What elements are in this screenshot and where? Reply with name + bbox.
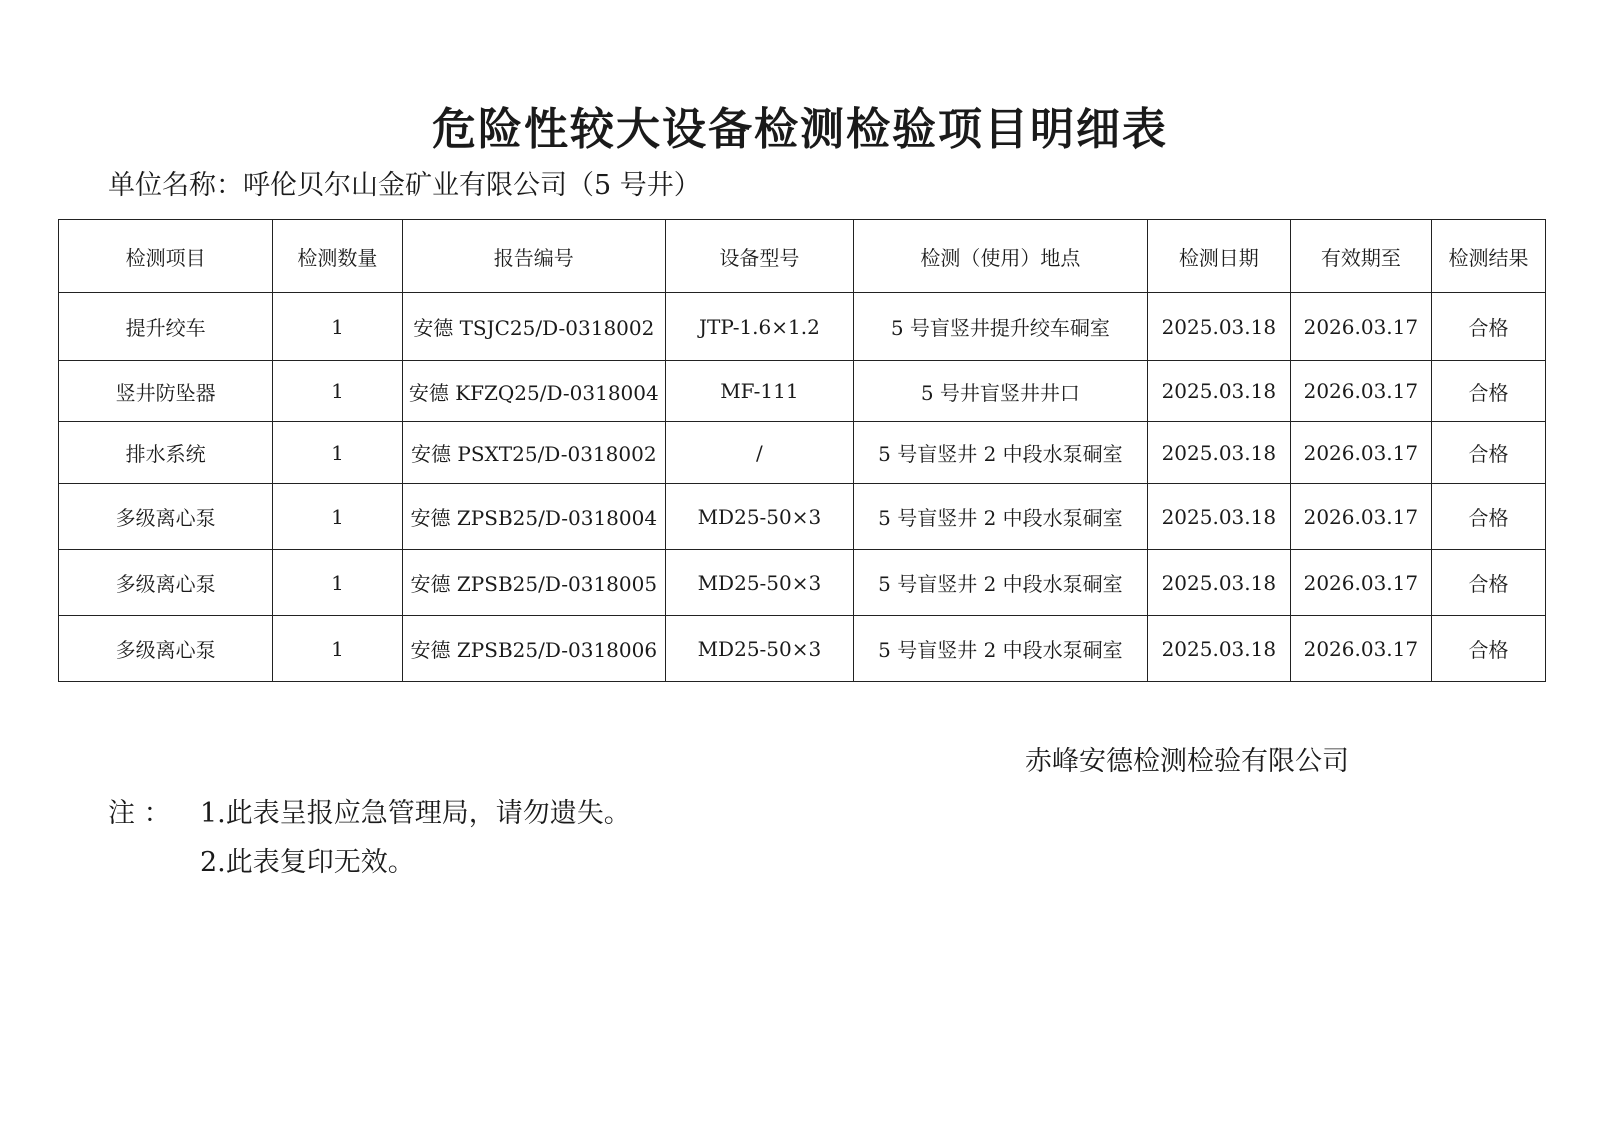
document-title: 危险性较大设备检测检验项目明细表 [432, 104, 1168, 155]
cell-model: MF-111 [666, 361, 854, 422]
table-row [59, 361, 1546, 422]
cell-valid-until: 2026.03.17 [1290, 550, 1432, 616]
cell-quantity: 1 [273, 616, 402, 682]
cell-quantity: 1 [273, 293, 402, 361]
issuer-company: 赤峰安德检测检验有限公司 [1025, 746, 1349, 777]
cell-test-date: 2025.03.18 [1148, 361, 1291, 422]
header-test-date: 检测日期 [1148, 220, 1291, 293]
inspection-table [58, 219, 1546, 682]
cell-valid-until: 2026.03.17 [1290, 293, 1432, 361]
cell-location: 5 号盲竖井 2 中段水泵硐室 [853, 484, 1147, 550]
cell-valid-until: 2026.03.17 [1290, 422, 1432, 484]
table-row [59, 616, 1546, 682]
cell-result: 合格 [1432, 422, 1546, 484]
cell-item: 多级离心泵 [59, 550, 273, 616]
cell-valid-until: 2026.03.17 [1290, 361, 1432, 422]
unit-name: 单位名称：呼伦贝尔山金矿业有限公司（5 号井） [108, 170, 701, 201]
cell-model: MD25-50×3 [666, 616, 854, 682]
cell-quantity: 1 [273, 484, 402, 550]
cell-model: MD25-50×3 [666, 550, 854, 616]
table-row [59, 550, 1546, 616]
header-quantity: 检测数量 [273, 220, 402, 293]
cell-report-no: 安德 ZPSB25/D-0318004 [402, 484, 666, 550]
cell-item: 提升绞车 [59, 293, 273, 361]
note-item: 1.此表呈报应急管理局，请勿遗失。 [200, 798, 631, 829]
cell-quantity: 1 [273, 422, 402, 484]
cell-location: 5 号盲竖井 2 中段水泵硐室 [853, 550, 1147, 616]
cell-item: 竖井防坠器 [59, 361, 273, 422]
cell-location: 5 号盲竖井 2 中段水泵硐室 [853, 616, 1147, 682]
cell-item: 多级离心泵 [59, 616, 273, 682]
header-model: 设备型号 [666, 220, 854, 293]
cell-location: 5 号盲竖井 2 中段水泵硐室 [853, 422, 1147, 484]
cell-test-date: 2025.03.18 [1148, 422, 1291, 484]
cell-test-date: 2025.03.18 [1148, 616, 1291, 682]
table-header-row [59, 220, 1546, 293]
cell-model: / [666, 422, 854, 484]
cell-report-no: 安德 ZPSB25/D-0318005 [402, 550, 666, 616]
header-result: 检测结果 [1432, 220, 1546, 293]
cell-model: JTP-1.6×1.2 [666, 293, 854, 361]
note-item: 2.此表复印无效。 [200, 847, 415, 878]
header-location: 检测（使用）地点 [853, 220, 1147, 293]
cell-item: 排水系统 [59, 422, 273, 484]
cell-valid-until: 2026.03.17 [1290, 484, 1432, 550]
cell-test-date: 2025.03.18 [1148, 484, 1291, 550]
cell-valid-until: 2026.03.17 [1290, 616, 1432, 682]
cell-result: 合格 [1432, 484, 1546, 550]
header-valid-until: 有效期至 [1290, 220, 1432, 293]
cell-location: 5 号井盲竖井井口 [853, 361, 1147, 422]
notes-label: 注 ： [108, 798, 171, 829]
cell-report-no: 安德 PSXT25/D-0318002 [402, 422, 666, 484]
cell-result: 合格 [1432, 616, 1546, 682]
cell-quantity: 1 [273, 361, 402, 422]
cell-report-no: 安德 ZPSB25/D-0318006 [402, 616, 666, 682]
cell-location: 5 号盲竖井提升绞车硐室 [853, 293, 1147, 361]
header-item: 检测项目 [59, 220, 273, 293]
cell-result: 合格 [1432, 550, 1546, 616]
table-row [59, 484, 1546, 550]
cell-item: 多级离心泵 [59, 484, 273, 550]
cell-report-no: 安德 KFZQ25/D-0318004 [402, 361, 666, 422]
table-row [59, 293, 1546, 361]
cell-result: 合格 [1432, 361, 1546, 422]
table-row [59, 422, 1546, 484]
cell-test-date: 2025.03.18 [1148, 550, 1291, 616]
header-report-no: 报告编号 [402, 220, 666, 293]
cell-test-date: 2025.03.18 [1148, 293, 1291, 361]
cell-quantity: 1 [273, 550, 402, 616]
cell-result: 合格 [1432, 293, 1546, 361]
cell-report-no: 安德 TSJC25/D-0318002 [402, 293, 666, 361]
cell-model: MD25-50×3 [666, 484, 854, 550]
